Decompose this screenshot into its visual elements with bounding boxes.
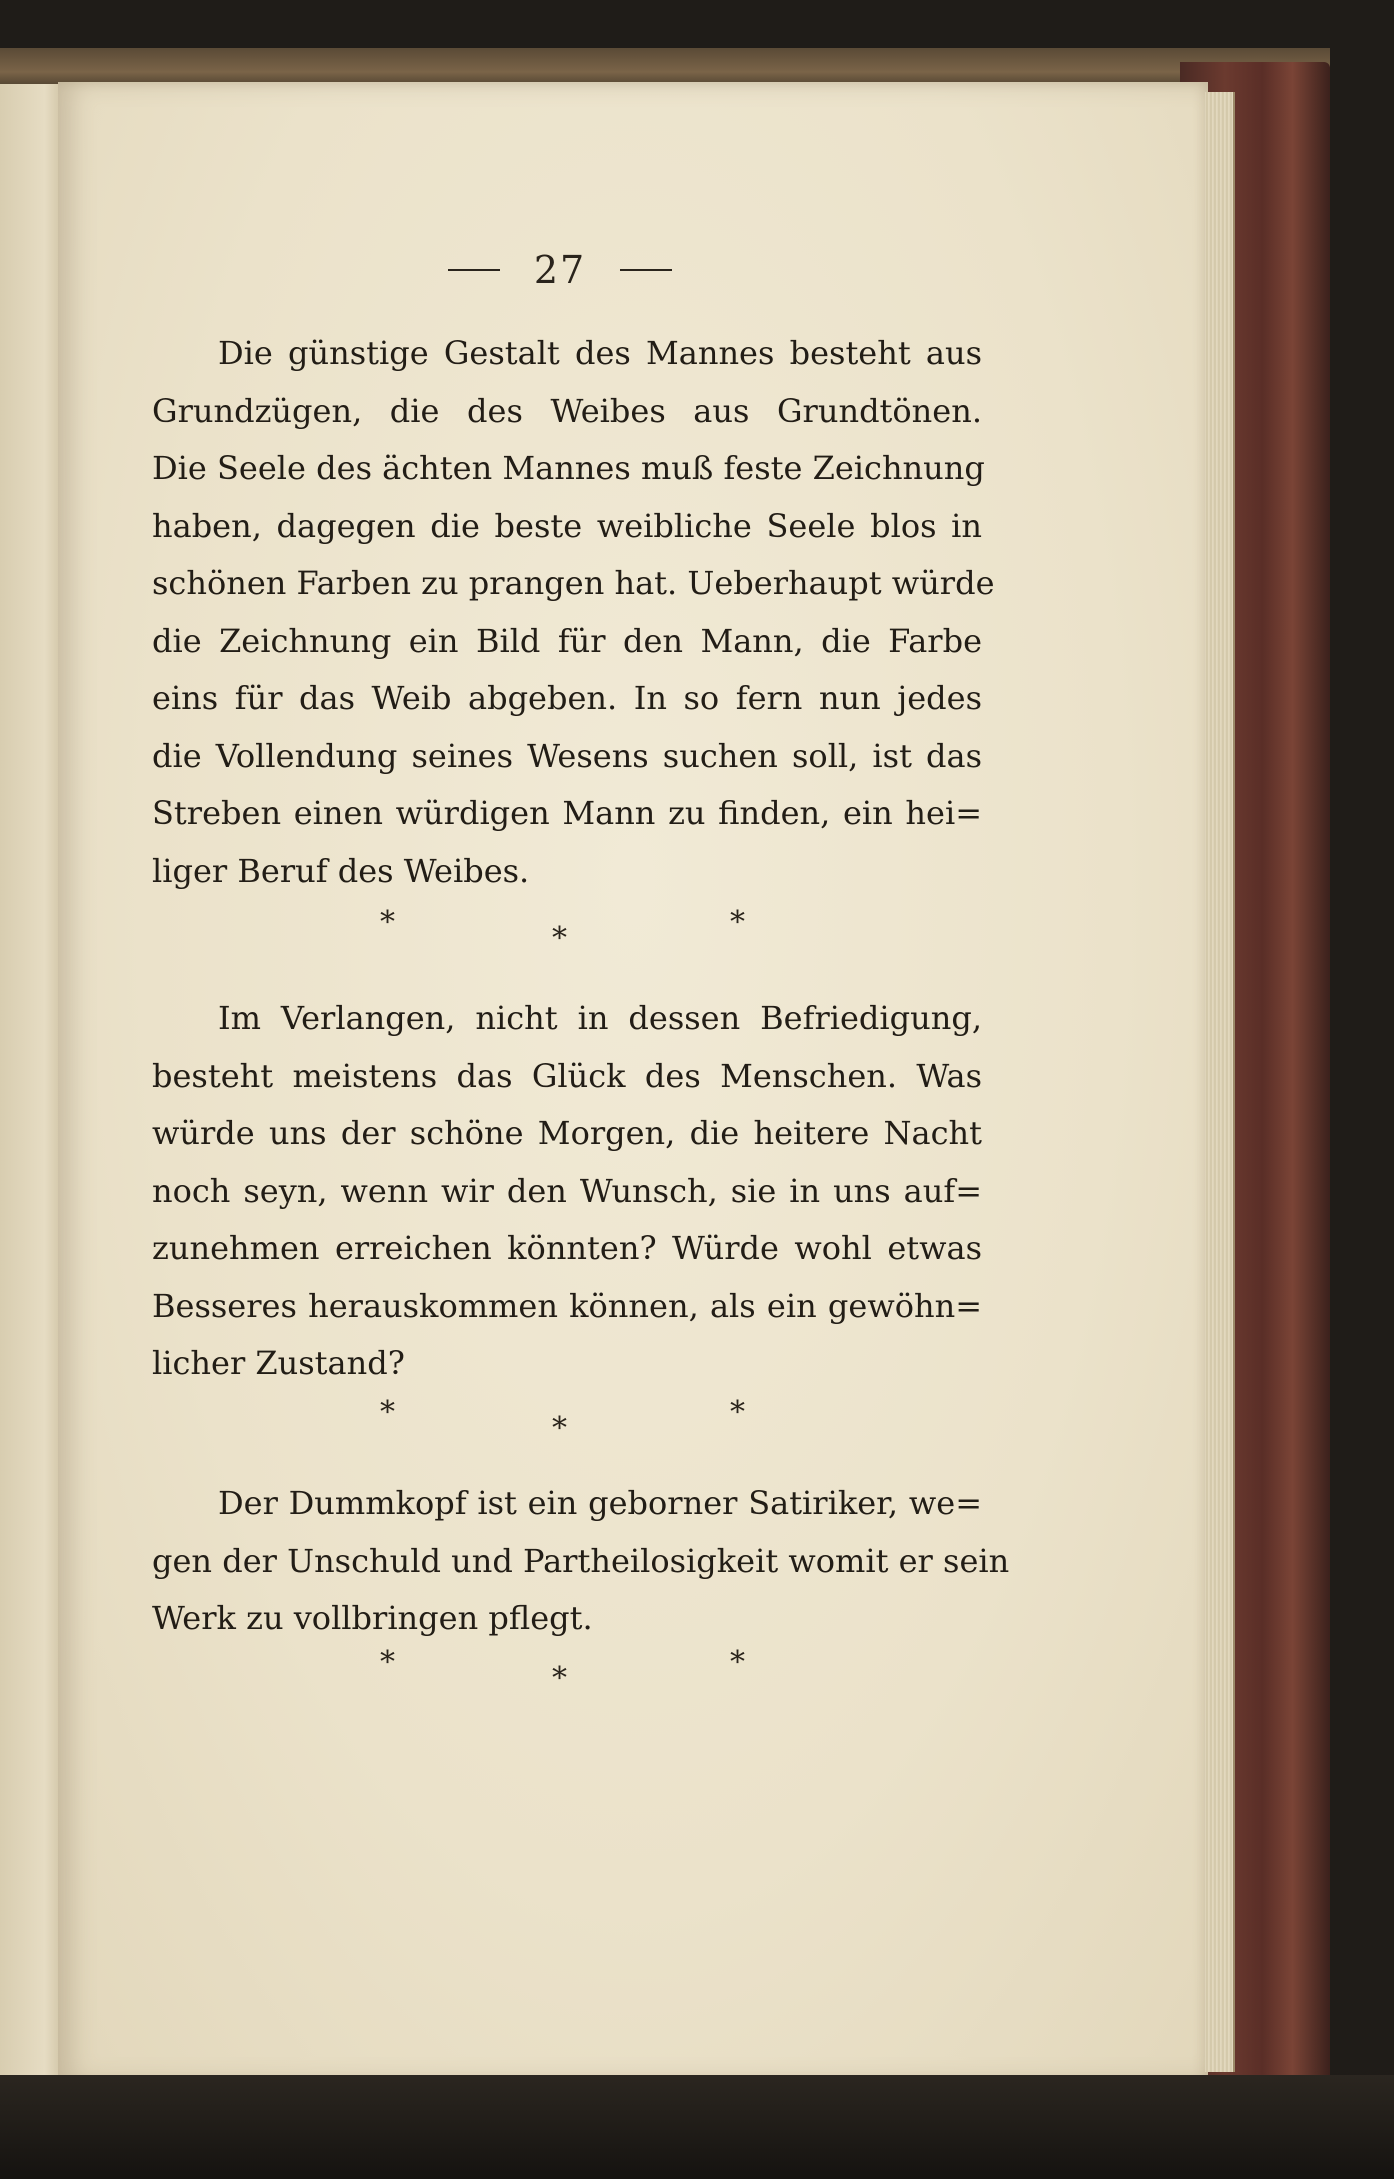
text-line: licher Zustand? [152, 1344, 405, 1382]
section-separator [370, 1395, 750, 1451]
separator-star: * [380, 905, 395, 940]
paragraph-3 [152, 1475, 1010, 1648]
page-number: 27 [533, 248, 587, 292]
text-line: gen der Unschuld und Partheilosigkeit womit er sein [152, 1541, 1010, 1580]
separator-star: * [380, 1645, 395, 1680]
text-line: zunehmen erreichen könnten? Würde wohl etwas [152, 1229, 982, 1267]
page-stack-edge [1205, 92, 1235, 2072]
paragraph-1 [152, 325, 995, 900]
text-line: eins für das Weib abgeben. In so fern nun jedes [152, 679, 982, 717]
separator-star: * [730, 1645, 745, 1680]
text-line: Streben einen würdigen Mann zu finden, ein hei= [152, 794, 982, 832]
text-line: noch seyn, wenn wir den Wunsch, sie in uns auf= [152, 1171, 982, 1210]
left-page-edge [0, 84, 64, 2094]
text-line: liger Beruf des Weibes. [152, 851, 530, 890]
text-line: Besseres herauskommen können, als ein gewöhn= [152, 1286, 982, 1325]
separator-star: * [552, 1661, 567, 1696]
text-line: Grundzügen, die des Weibes aus Grundtönen. [152, 391, 982, 430]
header-dash-right [620, 269, 672, 271]
text-line: schönen Farben zu prangen hat. Ueberhaupt würde [152, 564, 995, 602]
text-line: besteht meistens das Glück des Menschen. Was [152, 1056, 982, 1095]
scan-background [0, 2075, 1394, 2179]
text-line: die Zeichnung ein Bild für den Mann, die Farbe [152, 621, 982, 660]
separator-star: * [730, 905, 745, 940]
separator-star: * [730, 1395, 745, 1430]
text-line: Im Verlangen, nicht in dessen Befriedigung, [218, 999, 982, 1037]
section-separator [370, 1645, 750, 1701]
text-line: haben, dagegen die beste weibliche Seele blos in [152, 506, 982, 545]
text-line: Werk zu vollbringen pflegt. [152, 1599, 593, 1637]
page-header [420, 240, 700, 300]
header-dash-left [448, 269, 500, 271]
separator-star: * [552, 921, 567, 956]
text-line: Die Seele des ächten Mannes muß feste Zeichnung [152, 449, 985, 487]
text-line: Die günstige Gestalt des Mannes besteht aus [218, 334, 982, 372]
section-separator [370, 905, 750, 961]
text-line: Der Dummkopf ist ein geborner Satiriker, we= [218, 1484, 982, 1522]
paragraph-2 [152, 990, 982, 1393]
text-line: würde uns der schöne Morgen, die heitere Nacht [152, 1114, 982, 1152]
text-line: die Vollendung seines Wesens suchen soll, ist das [152, 736, 982, 775]
separator-star: * [380, 1395, 395, 1430]
separator-star: * [552, 1411, 567, 1446]
